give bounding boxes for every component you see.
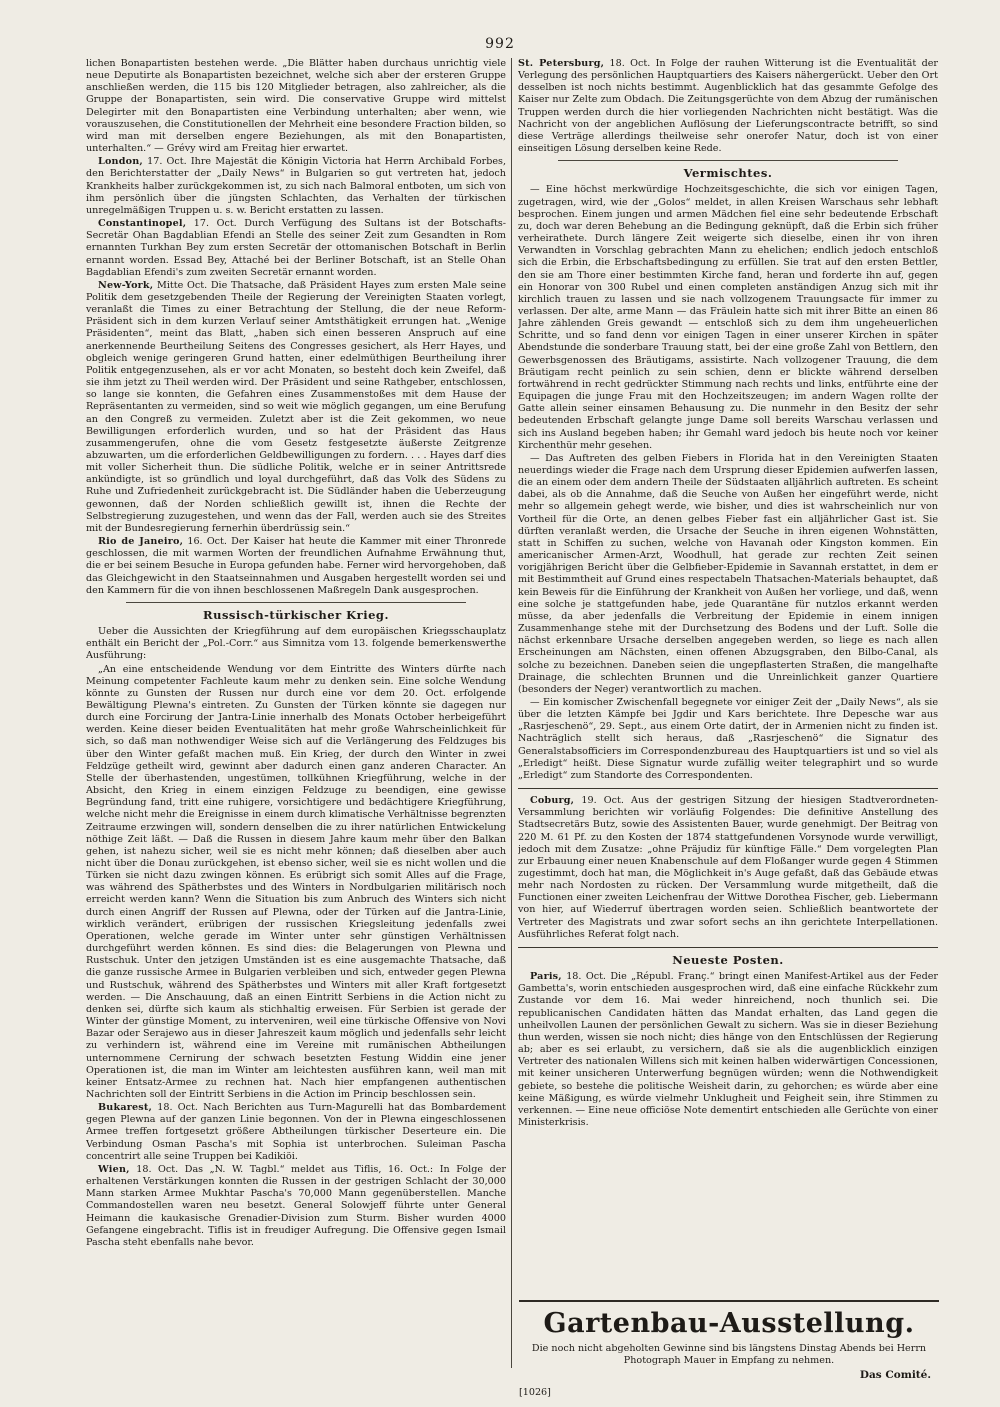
dateline-rio: Rio de Janeiro, [98, 536, 184, 548]
article-constantinopel-text: 17. Oct. Durch Verfügung des Sultans ist der Botschafts-Secretär Ohan Bagdablian Efendi an Stelle des seiner Zeit zum Gesandten in Rom ernannten Turkhan Bey zum ersten Secretär der ottomanischen Botschaft in Berlin ernannt worden. Essad Bey, Attaché bei der Berliner Botschaft, ist an Stelle Ohan Bagdablian Efendi's zum zweiten Secretär ernannt worden. [86, 218, 506, 278]
article-rio-text: 16. Oct. Der Kaiser hat heute die Kammer mit einer Thronrede geschlossen, die mit warmen Worten der freundlichen Aufnahme Erwähnung thut, die er bei seinem Besuche in Europa gefunden habe. Ferner wird hervorgehoben, daß das Gleichgewicht in den Staatseinnahmen und Ausgaben hergestellt worden sei und den Kammern für die von ihnen beschlossenen Maßregeln Dank ausgesprochen. [86, 536, 506, 596]
article-stpetersburg [518, 58, 938, 155]
article-bukarest-text: 18. Oct. Nach Berichten aus Turn-Magurelli hat das Bombardement gegen Plewna auf der ganzen Linie begonnen. Von der in Plewna eingeschlossenen Armee treffen fortgesetzt größere Abtheilungen türkischer Deserteure ein. Die Verbindung Osman Pascha's mit Sophia ist unterbrochen. Suleiman Pascha concentrirt alle seine Truppen bei Kadikiöi. [86, 1102, 506, 1162]
article-newyork [86, 280, 506, 535]
dateline-wien: Wien, [98, 1163, 130, 1175]
article-newyork-text: Mitte Oct. Die Thatsache, daß Präsident Hayes zum ersten Male seine Politik dem gesetzgebenden Theile der Regierung der Vereinigten Staaten vorlegt, veranlaßt die Times zu einer Betrachtung der Stellung, die der neue Reform-Präsident sich in dem kurzen Verlauf seiner Amtsthätigkeit errungen hat. „Wenige Präsidenten“, meint das Blatt, „haben sich einen besseren Anspruch auf eine anerkennende Beurtheilung Seitens des Congresses gesichert, als Herr Hayes, und obgleich wenige geringeren Grund hatten, einer edelmüthigen Beurtheilung ihrer Politik entgegenzusehen, als er vor acht Monaten, so besteht doch kein Zweifel, daß sie ihm jetzt zu Theil werden wird. Der Präsident und seine Rathgeber, entschlossen, so lange sie konnten, die Gefahren eines Zusammenstoßes mit dem Hause der Repräsentanten zu vermeiden, sind so weit wie möglich gegangen, um eine Berufung an den Congreß zu vermeiden. Zuletzt aber ist die Zeit gekommen, wo neue Bewilligungen erforderlich wurden, und so hat der Präsident das Haus zusammengerufen, ohne die vom Gesetz festgesetzte äußerste Zeitgrenze abzuwarten, um die erforderlichen Geldbewilligungen zu fordern. . . . Hayes darf dies mit voller Sicherheit thun. Die südliche Politik, welche er in seiner Antrittsrede ankündigte, ist so gründlich und loyal durchgeführt, daß das Volk des Südens zu Ruhe und Zufriedenheit zurückgebracht ist. Die Südländer haben die Ueberzeugung gewonnen, daß der Norden schließlich gewillt ist, ihnen die Rechte der Selbstregierung zuzugestehen, und wenn das der Fall, werden auch sie des Streites mit der Bundesregierung fernerhin überdrüssig sein.“ [86, 279, 506, 534]
section-heading-war: Russisch-türkischer Krieg. [203, 607, 389, 622]
dateline-london: London, [98, 156, 143, 168]
article-coburg [518, 795, 938, 941]
advertisement [519, 1300, 939, 1398]
article-wien-text: 18. Oct. Das „N. W. Tagbl.“ meldet aus Tiflis, 16. Oct.: In Folge der erhaltenen Verstärkungen konnten die Russen in der gestrigen Schlacht der 30,000 Mann starken Armee Mukhtar Pascha's 70,000 Mann gegenüberstellen. Manche Commandostellen waren neu besetzt. General Solowjeff führte unter General Heimann die kaukasische Grenadier-Division zum Sturm. Bisher wurden 4000 Gefangene eingebracht. Tiflis ist in freudiger Aufregung. Die Offensive gegen Ismail Pascha steht ebenfalls nahe bevor. [86, 1163, 506, 1248]
section-heading-vermischtes: Vermischtes. [683, 166, 773, 181]
article-coburg-text: 19. Oct. Aus der gestrigen Sitzung der hiesigen Stadtverordneten-Versammlung berichten wir vorläufig Folgendes: Die definitive Anstellung des Stadtsecretärs Butz, sowie des Assistenten Bauer, wurde genehmigt. Der Beitrag von 220 M. 61 Pf. zu den Kosten der 1874 stattgefundenen Vorsynode wurde verwilligt, jedoch mit dem Zusatze: „ohne Präjudiz für künftige Fälle.“ Dem vorgelegten Plan zur Erbauung einer neuen Knabenschule auf dem Floßanger wurde gegen 4 Stimmen zugestimmt, doch hat man, die Möglichkeit in's Auge gefaßt, daß das Gebäude etwas mehr nach Nordosten zu rücken. Der Versammlung wurde mitgetheilt, daß die Functionen einer zweiten Leichenfrau der Wittwe Dorothea Fischer, geb. Liebermann von hier, auf Wiederruf übertragen worden seien. Schließlich beantwortete der Vertreter des Magistrats und zwar sofort sechs an ihn gerichtete Interpellationen. Ausführliches Referat folgt nach. [518, 795, 938, 940]
section-heading-news: Neueste Posten. [672, 952, 784, 967]
left-column [86, 58, 506, 1378]
dateline-paris: Paris, [530, 971, 562, 983]
article-stpetersburg-text: 18. Oct. In Folge der rauhen Witterung ist die Eventualität der Verlegung des persönlichen Hauptquartiers des Kaisers nähergerückt. Ueber den Ort desselben ist noch nichts bestimmt. Augenblicklich hat das gesammte Gefolge des Kaiser nur Zelte zum Obdach. Die Zeitungsgerüchte von dem Abzug der rumänischen Truppen werden durch die hier vorliegenden Nachrichten nicht bestätigt. Was die Nachricht von der angeblichen Auflösung der Lieferungscontracte betrifft, so sind diese Verträge allerdings theilweise sehr onerofer Natur, doch ist von einer einseitigen Lösung derselben keine Rede. [518, 58, 938, 155]
article-rio [86, 536, 506, 597]
ad-text: Die noch nicht abgeholten Gewinne sind bis längstens Dinstag Abends bei Herrn Photograph Mauer in Empfang zu nehmen. [531, 1343, 927, 1366]
section-divider [126, 602, 466, 603]
right-column [518, 58, 938, 1296]
misc-yellow-fever: — Das Auftreten des gelben Fiebers in Florida hat in den Vereinigten Staaten neuerdings wieder die Frage nach dem Ursprung dieser Epidemien aufwerfen lassen, die an einem oder dem andern Theile der Südstaaten alljährlich auftreten. Es scheint dabei, als ob die Annahme, daß die Seuche von Außen her eingeführt werde, nicht mehr so allgemein gehegt werde, wie bisher, und dies ist wahrscheinlich nur von Vortheil für die Orte, an denen gelbes Fieber fast ein alljährlicher Gast ist. Sie dürften veranlaßt werden, die Ursache der Seuche in ihren eigenen Wohnstätten, statt in Schiffen zu suchen, welche von Havanah oder Kingston kommen. Ein americanischer Armen-Arzt, Woodhull, hat gerade zur rechten Zeit seinen vorigjährigen Bericht über die Gelbfieber-Epidemie in Savannah erstattet, in dem er mit Bestimmtheit auf Grund eines respectabeln Thatsachen-Materials behauptet, daß kein Beweis für die Einführung der Krankheit von Außen her vorliege, und daß, wenn eine solche je stattgefunden habe, jede Quarantäne für nutzlos erkannt werden müsse, da aber jedenfalls die Verbreitung der Epidemie in einem innigen Zusammenhange stehe mit der Durchsetzung des Bodens und der Luft. Solle die nächst erkennbare Ursache derselben angegeben werden, so liege es nach allen Erscheinungen am Nächsten, einen offenen Abzugsgraben, den Bilbo-Canal, als solche zu bezeichnen. Daneben seien die ungepflasterten Straßen, die mangelhafte Drainage, die schlechten Brunnen und die Unreinlichkeit ganzer Quartiere (besonders der Neger) verantwortlich zu machen. [518, 452, 938, 695]
article-continuation: lichen Bonapartisten bestehen werde. „Die Blätter haben durchaus unrichtig viele neue Deputirte als Bonapartisten bezeichnet, welche sich aber der ersteren Gruppe anschließen werden, die 115 bis 120 Mitglieder betragen, also zahlreicher, als die Gruppe der Bonapartisten, sein wird. Die conservative Gruppe wird mittelst Delegirter mit den Bonapartisten eine Verbindung unterhalten; aber wenn, wie vorauszusehen, die Constitutionellen der Mehrheit eine besondere Fraction bilden, so wird man mit derselben engere Beziehungen, als mit den Bonapartisten, unterhalten.“ — Grévy wird am Freitag hier erwartet. [86, 58, 506, 155]
misc-wedding: — Eine höchst merkwürdige Hochzeitsgeschichte, die sich vor einigen Tagen, zugetragen, wird, wie der „Golos“ meldet, in allen Kreisen Warschaus sehr lebhaft besprochen. Einem jungen und armen Mädchen fiel eine sehr bedeutende Erbschaft zu, doch war deren Behebung an die Bedingung geknüpft, daß die Erbin sich früher verheirathete. Durch längere Zeit weigerte sich dieselbe, einen ihr von ihren Verwandten in Vorschlag gebrachten Mann zu ehelichen; endlich jedoch entschloß sich die Erbin, die Erbschaftsbedingung zu erfüllen. Sie trat auf den ersten Bettler, den sie am Thore einer bestimmten Kirche fand, heran und forderte ihn auf, gegen ein Honorar von 300 Rubel und einen completen anständigen Anzug sich mit ihr kirchlich trauen zu lassen und sie nach vollzogenem Trauungsacte für immer zu verlassen. Der alte, arme Mann — das Fräulein hatte sich mit ihrer Bitte an einen 86 Jahre zählenden Greis gewandt — entschloß sich zu dem ihm ungeheuerlichen Schritte, und so fand denn vor einigen Tagen in einer unserer Kirchen in später Abendstunde die sonderbare Trauung statt, bei der eine große Zahl von Bettlern, den Gewerbsgenossen des Bräutigams, assistirte. Nach vollzogener Trauung, die dem Bräutigam recht peinlich zu sein schien, denn er blickte während derselben fortwährend in recht gedrückter Stimmung nach rechts und links, entführte eine der Equipagen die junge Frau mit den Hochzeitszeugen; im andern Wagen rollte der Gatte allein seiner einsamen Behausung zu. Die nunmehr in den Besitz der sehr bedeutenden Erbschaft gelangte junge Dame soll bereits Warschau verlassen und sich ins Ausland begeben haben; ihr Gemahl ward jedoch bis heute noch vor keiner Kirchenthür mehr gesehen. [518, 184, 938, 451]
article-bukarest [86, 1102, 506, 1163]
misc-daily-news: — Ein komischer Zwischenfall begegnete vor einiger Zeit der „Daily News“, als sie über die letzten Kämpfe bei Jgdir und Kars berichtete. Ihre Depesche war aus „Rasrjeschenö“, 29. Sept., aus einem Orte datirt, der in Armenien nicht zu finden ist. Nachträglich stellt sich heraus, daß „Rasrjeschenö“ die Signatur des Generalstabsofficiers im Correspondenzbureau des Hauptquartiers ist und so viel als „Erledigt“ heißt. Diese Signatur wurde zufällig weiter telegraphirt und so wurde „Erledigt“ zum Standorte des Correspondenten. [518, 696, 938, 781]
article-paris-text: 18. Oct. Die „Républ. Franç.“ bringt einen Manifest-Artikel aus der Feder Gambetta's, worin entschieden ausgesprochen wird, daß eine einfache Rückkehr zum Zustande vor dem 16. Mai weder hinreichend, noch thunlich sei. Die republicanischen Candidaten hätten das Mandat erhalten, das Land gegen die unheilvollen Launen der persönlichen Gewalt zu sichern. Was sie in dieser Beziehung thun werden, wissen sie noch nicht; dies hänge von den Entschlüssen der Regierung ab; aber es sei erlaubt, zu versichern, daß sie als die augenblicklich einzigen Vertreter des nationalen Willens sich mit keinen halben widerwärtigen Concessionen, mit keiner unsicheren Unterwerfung begnügen würden; wenn die Nothwendigkeit gebiete, so bestehe die politische Weisheit darin, zu gehorchen; es würde aber eine keine Mäßigung, es würde vielmehr Unklugheit und Feigheit sein, ihre Stimmen zu verkennen. — Eine neue officiöse Note dementirt entschieden alle Gerüchte von einer Ministerkrisis. [518, 971, 938, 1128]
dateline-coburg: Coburg, [530, 795, 575, 807]
dateline-newyork: New-York, [98, 279, 154, 291]
dateline-stpetersburg: St. Petersburg, [518, 58, 605, 69]
article-london-text: 17. Oct. Ihre Majestät die Königin Victoria hat Herrn Archibald Forbes, den Berichterstatter der „Daily News“ in Bulgarien so gut vertreten hat, jedoch Krankheits halber zurückgekommen ist, zu sich nach Balmoral entboten, um sich von ihm persönlich über die jüngsten Schlachten, das Verhalten der türkischen unregelmäßigen Truppen u. s. w. Bericht erstatten zu lassen. [86, 156, 506, 216]
ad-title: Gartenbau-Ausstellung. [543, 1308, 915, 1339]
section-divider [518, 947, 938, 948]
page-number: 992 [485, 36, 515, 52]
ad-code: [1026] [519, 1387, 551, 1398]
war-report: „An eine entscheidende Wendung vor dem Eintritte des Winters dürfte nach Meinung competenter Fachleute kaum mehr zu denken sein. Eine solche Wendung könnte zu Gunsten der Russen nur durch eine vor dem 20. Oct. erfolgende Bewältigung Plewna's eintreten. Zu Gunsten der Türken könnte sie dagegen nur durch eine Forcirung der Jantra-Linie innerhalb des Monats October herbeigeführt werden. Keine dieser beiden Eventualitäten hat mehr große Wahrscheinlichkeit für sich, so daß man nothwendiger Weise sich auf die Verlängerung des Feldzuges bis über den Winter gefaßt machen muß. Ein Krieg, der durch den Winter in zwei Feldzüge getheilt wird, gewinnt aber dadurch einen ganz anderen Character. An Stelle der überhastenden, ungestümen, tollkühnen Kriegführung, welche in der Absicht, den Krieg in einem einzigen Feldzuge zu beendigen, eine gewisse Begründung fand, tritt eine ruhigere, vorsichtigere und bedächtigere Kriegführung, welche nicht mehr die Ereignisse in einem durch klimatische Verhältnisse begrenzten Zeitraume erzwingen will, sondern denselben die zu ihrer natürlichen Entwickelung nöthige Zeit läßt. — Daß die Russen in diesem Jahre kaum mehr über den Balkan gehen, ist nahezu sicher, weil sie es nicht mehr können; daß dieselben aber auch nicht über die Donau zurückgehen, ist ebenso sicher, weil sie es nicht wollen und die Türken sie nicht dazu zwingen können. Es erübrigt sich somit Alles auf die Frage, was während des Spätherbstes und des Winters in Nordbulgarien militärisch noch erreicht werden kann? Wenn die Situation bis zum Anbruch des Winters sich nicht durch einen Angriff der Russen auf Plewna, oder der Türken auf die Jantra-Linie, wirklich verändert, erübrigen der russischen Kriegsleitung jedenfalls zwei Operationen, welche gerade im Winter unter sehr günstigen Verhältnissen durchgeführt werden können. Es sind dies: die Belagerungen von Plewna und Rustschuk. Unter den jetzigen Umständen ist es eine ausgemachte Thatsache, daß die ganze russische Armee in Bulgarien verbleiben und sich, entweder gegen Plewna und Rustschuk, während des Spätherbstes und Winters mit aller Kraft fortgesetzt werden. — Die Anschauung, daß an einen Eintritt Serbiens in die Action nicht zu denken sei, dürfte sich kaum als stichhaltig erweisen. Für Serbien ist gerade der Winter der günstige Moment, zu interveniren, weil eine türkische Offensive von Novi Bazar oder Serajewo aus in dieser Jahreszeit kaum möglich und jedenfalls sehr leicht zu verhindern ist, während eine im Vereine mit rumänischen Abtheilungen unternommene Cernirung der schwach besetzten Festung Widdin eine jener Operationen ist, die man im Winter am leichtesten ausführen kann, weil man mit keiner Entsatz-Armee zu rechnen hat. Nach hier empfangenen authentischen Nachrichten soll der Eintritt Serbiens in die Action im Princip beschlossen sein. [86, 663, 506, 1100]
article-constantinopel [86, 218, 506, 279]
background-watermark [932, 120, 1000, 1020]
dateline-constantinopel: Constantinopel, [98, 218, 187, 230]
article-wien [86, 1164, 506, 1249]
article-london [86, 156, 506, 217]
ad-signature: Das Comité. [859, 1369, 931, 1381]
section-divider [518, 788, 938, 789]
war-intro: Ueber die Aussichten der Kriegführung auf dem europäischen Kriegsschauplatz enthält ein Bericht der „Pol.-Corr.“ aus Simnitza vom 13. folgende bemerkenswerthe Ausführung: [86, 626, 506, 662]
dateline-bukarest: Bukarest, [98, 1102, 153, 1114]
section-divider [558, 160, 898, 161]
article-paris [518, 971, 938, 1129]
column-rule [511, 58, 512, 1368]
